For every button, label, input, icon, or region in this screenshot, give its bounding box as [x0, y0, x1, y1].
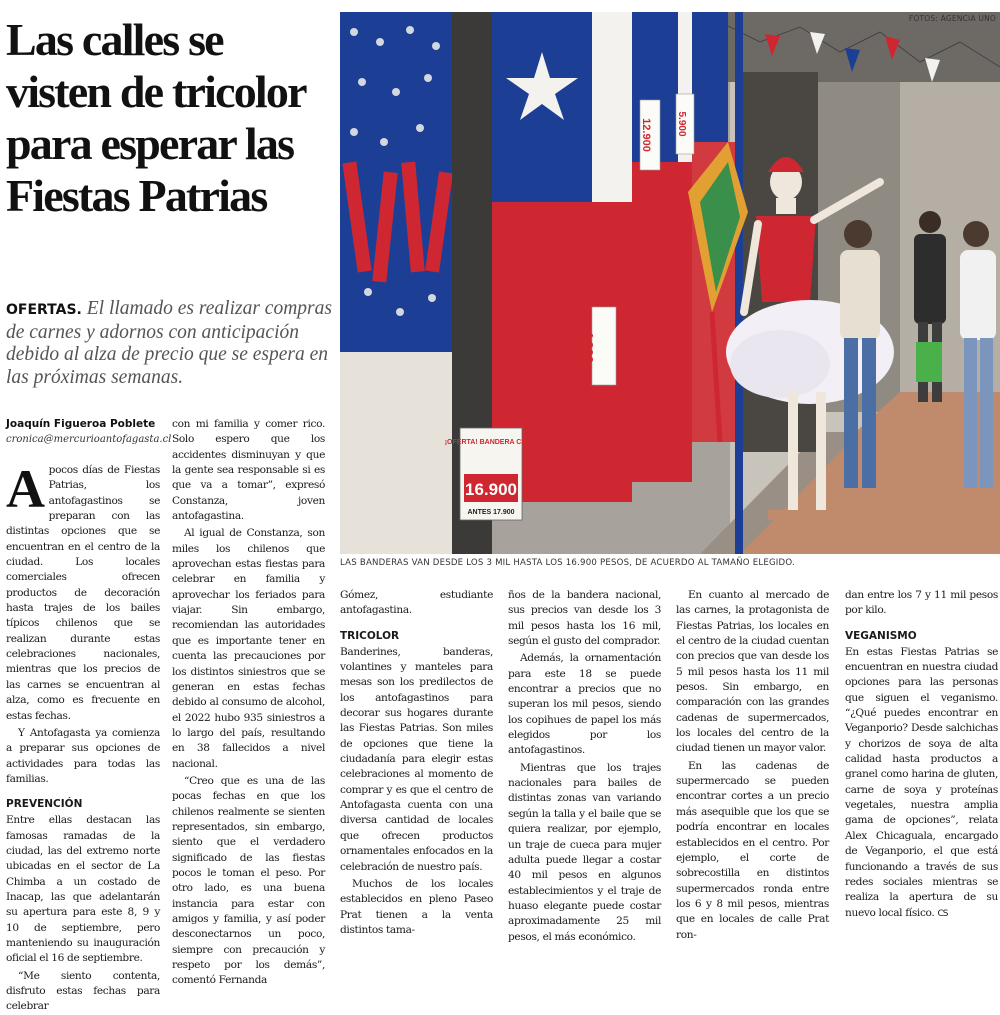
tag-2-text: 12.900 [640, 118, 652, 152]
body-paragraph: dan entre los 7 y 11 mil pesos por kilo. [845, 589, 998, 617]
subhead-prevencion: PREVENCIÓN [6, 798, 83, 811]
body-paragraph: Al igual de Constanza, son miles los chilenos que aprovechan estas fiestas para celebrar en familia y aprovechar los feriados para viajar. Sin embargo, recomiendan las autoridades que es importante tener en cuenta las precauciones por los distintos siniestros que se generan en estas fechas debido al consumo de alcohol, el 2022 hubo 935 siniestros a lo largo del país, resultando en 38 fallecidos a nivel nacional. [172, 527, 325, 770]
byline [6, 417, 172, 447]
subhead-tricolor: TRICOLOR [340, 629, 400, 642]
lead-text: El llamado es realizar compras de carnes y adornos con anticipación debido al alza de precio que se espera en las próximas semanas. [6, 298, 332, 388]
body-paragraph: En las cadenas de supermercado se pueden encontrar cortes a un precio más asequible que los que se podría encontrar en locales establecidos en el centro. Por ejemplo, el corte de sobrecostilla en distintos supermercados ronda entre los 6 y 8 mil pesos, mientras que en locales de calle Prat ron- [676, 759, 829, 941]
author-email: cronica@mercurioantofagasta.cl [6, 434, 172, 445]
author-name: Joaquín Figueroa Poblete [6, 418, 156, 430]
body-paragraph: “Me siento contenta, disfruto estas fechas para celebrar [6, 969, 160, 1013]
body-paragraph: Además, la ornamentación para este 18 se puede encontrar a precios que no superan los mil pesos, siendo los copihues de papel los más elegidos por los antofagastinos. [508, 652, 661, 757]
sign-old-price: ANTES 17.900 [467, 509, 515, 516]
body-paragraph [6, 459, 160, 724]
body-paragraph: con mi familia y comer rico. Solo espero que los accidentes disminuyan y que la gente sea responsable si es que va a tomar”, expresó Constanza, joven antofagastina. [172, 418, 325, 523]
column-3 [340, 588, 493, 938]
column-1 [6, 459, 160, 1015]
photo-caption: LAS BANDERAS VAN DESDE LOS 3 MIL HASTA LOS 16.900 PESOS, DE ACUERDO AL TAMAÑO ELEGIDO. [340, 558, 795, 568]
article-photo [340, 12, 1000, 554]
paragraph-text: pocos días de Fiestas Patrias, los antofagastinos se preparan con las distintas opciones que se encuentran en el centro de la ciudad. Los locales comerciales ofrecen productos de decoración hasta trajes de los bailes típicos chilenos que se realizan durante estas celebraciones nacionales, mientras que los precios de las carnes se encuentran al alza, como es frecuente en estas fechas. [6, 464, 160, 722]
body-paragraph: En cuanto al mercado de las carnes, la protagonista de Fiestas Patrias, los locales en el centro de la ciudad cuentan con precios que van desde los 5 mil pesos hasta los 11 mil pesos. Sin embargo, en comparación con las grandes cadenas de supermercados, los locales del centro de la ciudad tienen un mayor valor. [676, 589, 829, 755]
body-paragraph: Y Antofagasta ya comienza a preparar sus opciones de actividades para todas las familias. [6, 726, 160, 785]
photo-credit: FOTOS: AGENCIA UNO [908, 14, 996, 23]
tag-1-text: 4.900 [581, 330, 596, 364]
body-paragraph: Gómez, estudiante antofagastina. [340, 589, 493, 617]
tag-3-text: 5.900 [676, 111, 687, 137]
lead-kicker: OFERTAS. [6, 302, 82, 318]
column-4 [508, 588, 661, 945]
drop-cap: A [6, 459, 45, 519]
sign-price: 16.900 [465, 480, 517, 499]
headline: Las calles se visten de tricolor para esperar las Fiestas Patrias [6, 14, 305, 221]
body-paragraph: Entre ellas destacan las famosas ramadas de la ciudad, las del extremo norte ubicadas en el sector de La Chimba a un costado de Inacap, las que adelantarán su apertura para este 8, 9 y 10 de septiembre, pero manteniendo su inauguración oficial el 16 de septiembre. [6, 814, 160, 965]
photo-illustration [340, 12, 1000, 554]
body-paragraph: “Creo que es una de las pocas fechas en que los chilenos realmente se sienten representados, sin embargo, siento que el verdadero significado de las fiestas pocos le toman el peso. Por otro lado, es una buena instancia para estar con amigos y familia, y así poder desconectarnos un poco, siempre con precaución y respeto por los demás”, comentó Fernanda [172, 774, 325, 987]
end-mark: CS [937, 908, 948, 919]
body-paragraph [845, 645, 998, 922]
column-2 [172, 417, 325, 989]
sign-title: ¡OFERTA! BANDERA CHILE [444, 439, 538, 446]
body-paragraph: Muchos de los locales establecidos en pleno Paseo Prat tienen a la venta distintos tama- [340, 877, 493, 936]
column-6 [845, 588, 998, 922]
body-paragraph: Mientras que los trajes nacionales para bailes de distintas zonas van variando según la talla y el baile que se quiera realizar, por ejemplo, un traje de cueca para mujer adulta puede llegar a costar 40 mil pesos en algunos establecimientos y el traje de huaso elegante puede costar aproximadamente 25 mil pesos, el más económico. [508, 761, 661, 943]
body-paragraph: ños de la bandera nacional, sus precios van desde los 3 mil pesos hasta los 16 mil, según el gusto del comprador. [508, 589, 661, 648]
paragraph-text: En estas Fiestas Patrias se encuentran en nuestra ciudad opciones para las personas que siguen el veganismo. “¿Qué puedes encontrar en Veganporio? Desde salchichas y chorizos de soya de alta calidad hasta productos a granel como harina de gluten, carne de soya y proteínas vegetales, nuestra amplia gama de opciones”, relata Alex Chicaguala, encargado de Veganporio, el que está funcionando a través de sus redes sociales mientras se realiza la apertura de su nuevo local físico. [845, 645, 998, 919]
lead-paragraph [6, 298, 334, 389]
body-paragraph: Banderines, banderas, volantines y manteles para mesas son los predilectos de los antofagastinos para decorar sus hogares durante las Fiestas Patrias. Son miles de opciones que tiene la ciudadanía para elegir estas celebraciones al momento de comprar y es que el centro de Antofagasta cuenta con una diversa cantidad de locales que ofrecen productos ornamentales enfocados en la celebración de nuestro país. [340, 645, 493, 873]
column-5 [676, 588, 829, 943]
subhead-veganismo: VEGANISMO [845, 629, 917, 642]
